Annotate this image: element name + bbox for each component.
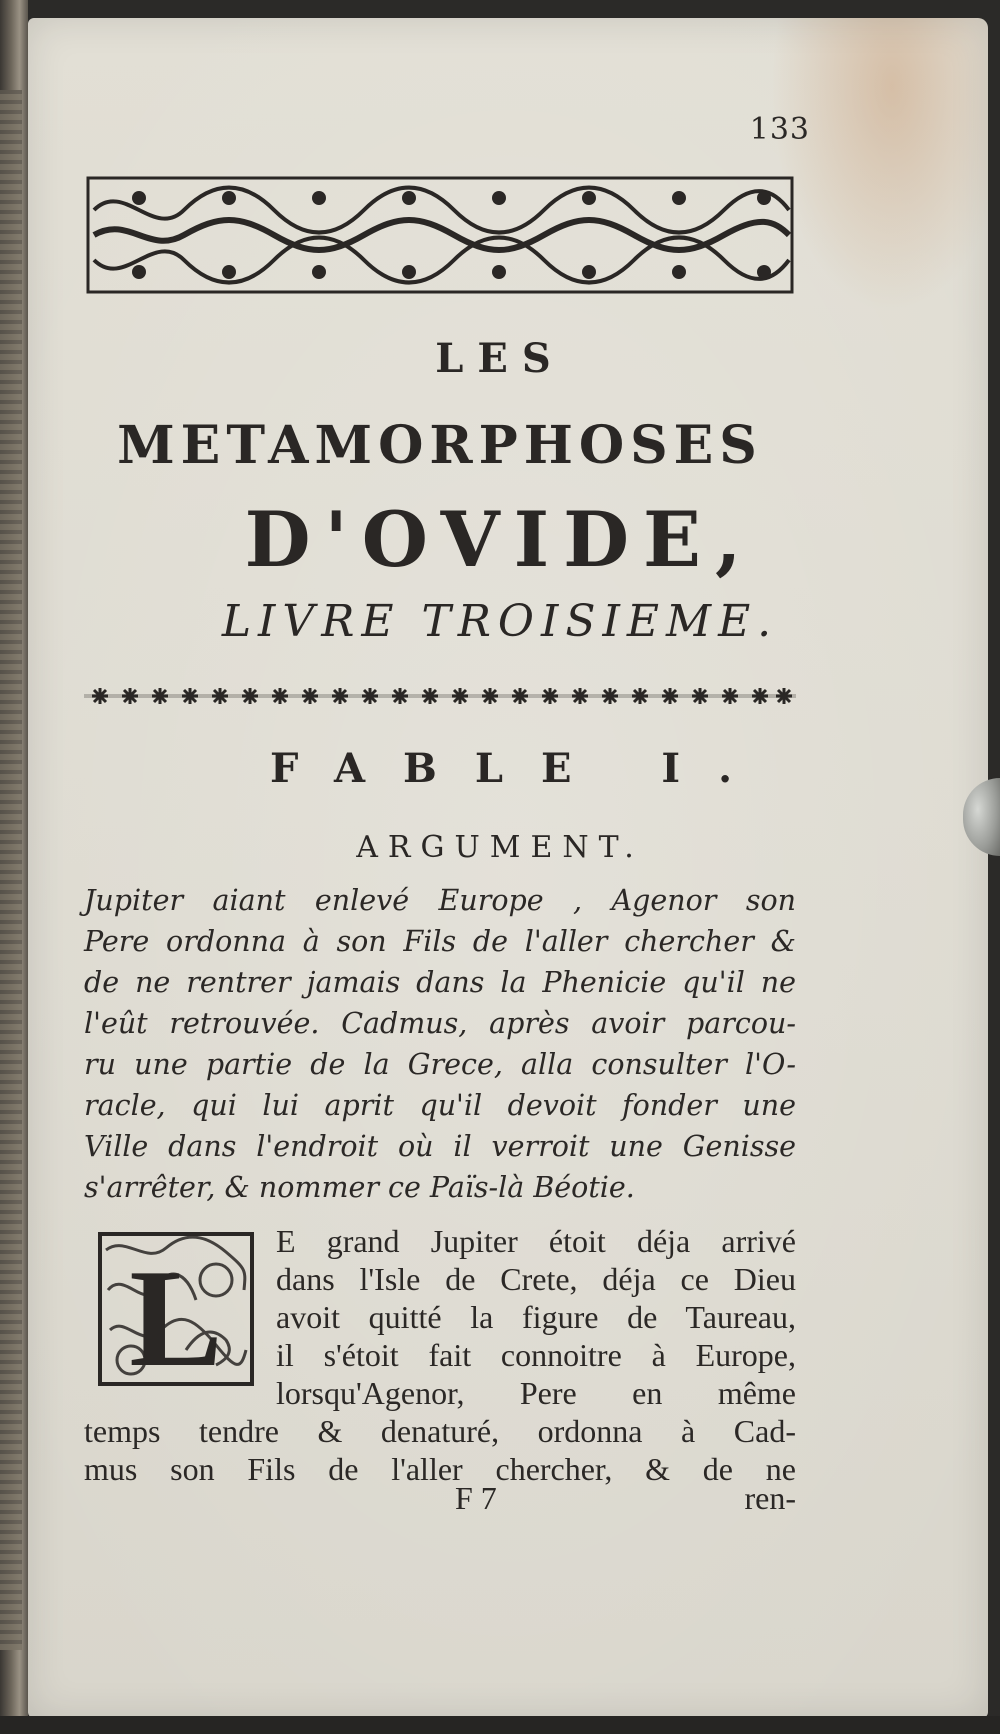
body-line: mus son Fils de l'aller chercher, & de ne [84,1451,796,1487]
book-subtitle: LIVRE TROISIEME. [221,596,779,647]
title-ovide: D'OVIDE, [244,495,756,584]
body-line: dans l'Isle de Crete, déja ce Dieu [276,1261,796,1297]
argument-line: Pere ordonna à son Fils de l'aller chercher & [84,925,796,958]
body-line: E grand Jupiter étoit déja arrivé [276,1223,796,1259]
argument-paragraph [84,880,796,1208]
argument-line: Jupiter aiant enlevé Europe , Agenor son [84,884,796,917]
argument-line: Ville dans l'endroit où il verroit une Genisse [84,1130,796,1163]
title-metamorphoses: METAMORPHOSES [117,415,763,476]
argument-line: l'eût retrouvée. Cadmus, après avoir parcou- [84,1007,796,1040]
scan-background [0,1716,1000,1734]
star-rule-ornament [84,682,796,710]
signature-mark: F 7 [455,1480,497,1516]
catchword: ren- [744,1480,796,1516]
facing-page-edge [0,90,22,1650]
argument-line: de ne rentrer jamais dans la Phenicie qu'il ne [84,966,796,999]
fable-heading: FABLE I. [269,745,771,792]
body-paragraph [84,1222,796,1488]
body-line: temps tendre & denaturé, ordonna à Cad- [84,1413,796,1449]
argument-line: ru une partie de la Grece, alla consulter l'O- [84,1048,796,1081]
body-line: lorsqu'Agenor, Pere en même [276,1375,796,1411]
body-line: il s'étoit fait connoitre à Europe, [276,1337,796,1373]
page-number: 133 [749,112,810,147]
argument-line: s'arrêter, & nommer ce Païs-là Béotie. [84,1171,635,1204]
argument-line: racle, qui lui aprit qu'il devoit fonder une [84,1089,796,1122]
headpiece-ornament [84,170,796,300]
argument-heading: ARGUMENT. [356,830,644,865]
dropcap-letter: L [129,1241,223,1388]
body-line: avoit quitté la figure de Taureau, [276,1299,796,1335]
title-les: LES [435,335,565,382]
